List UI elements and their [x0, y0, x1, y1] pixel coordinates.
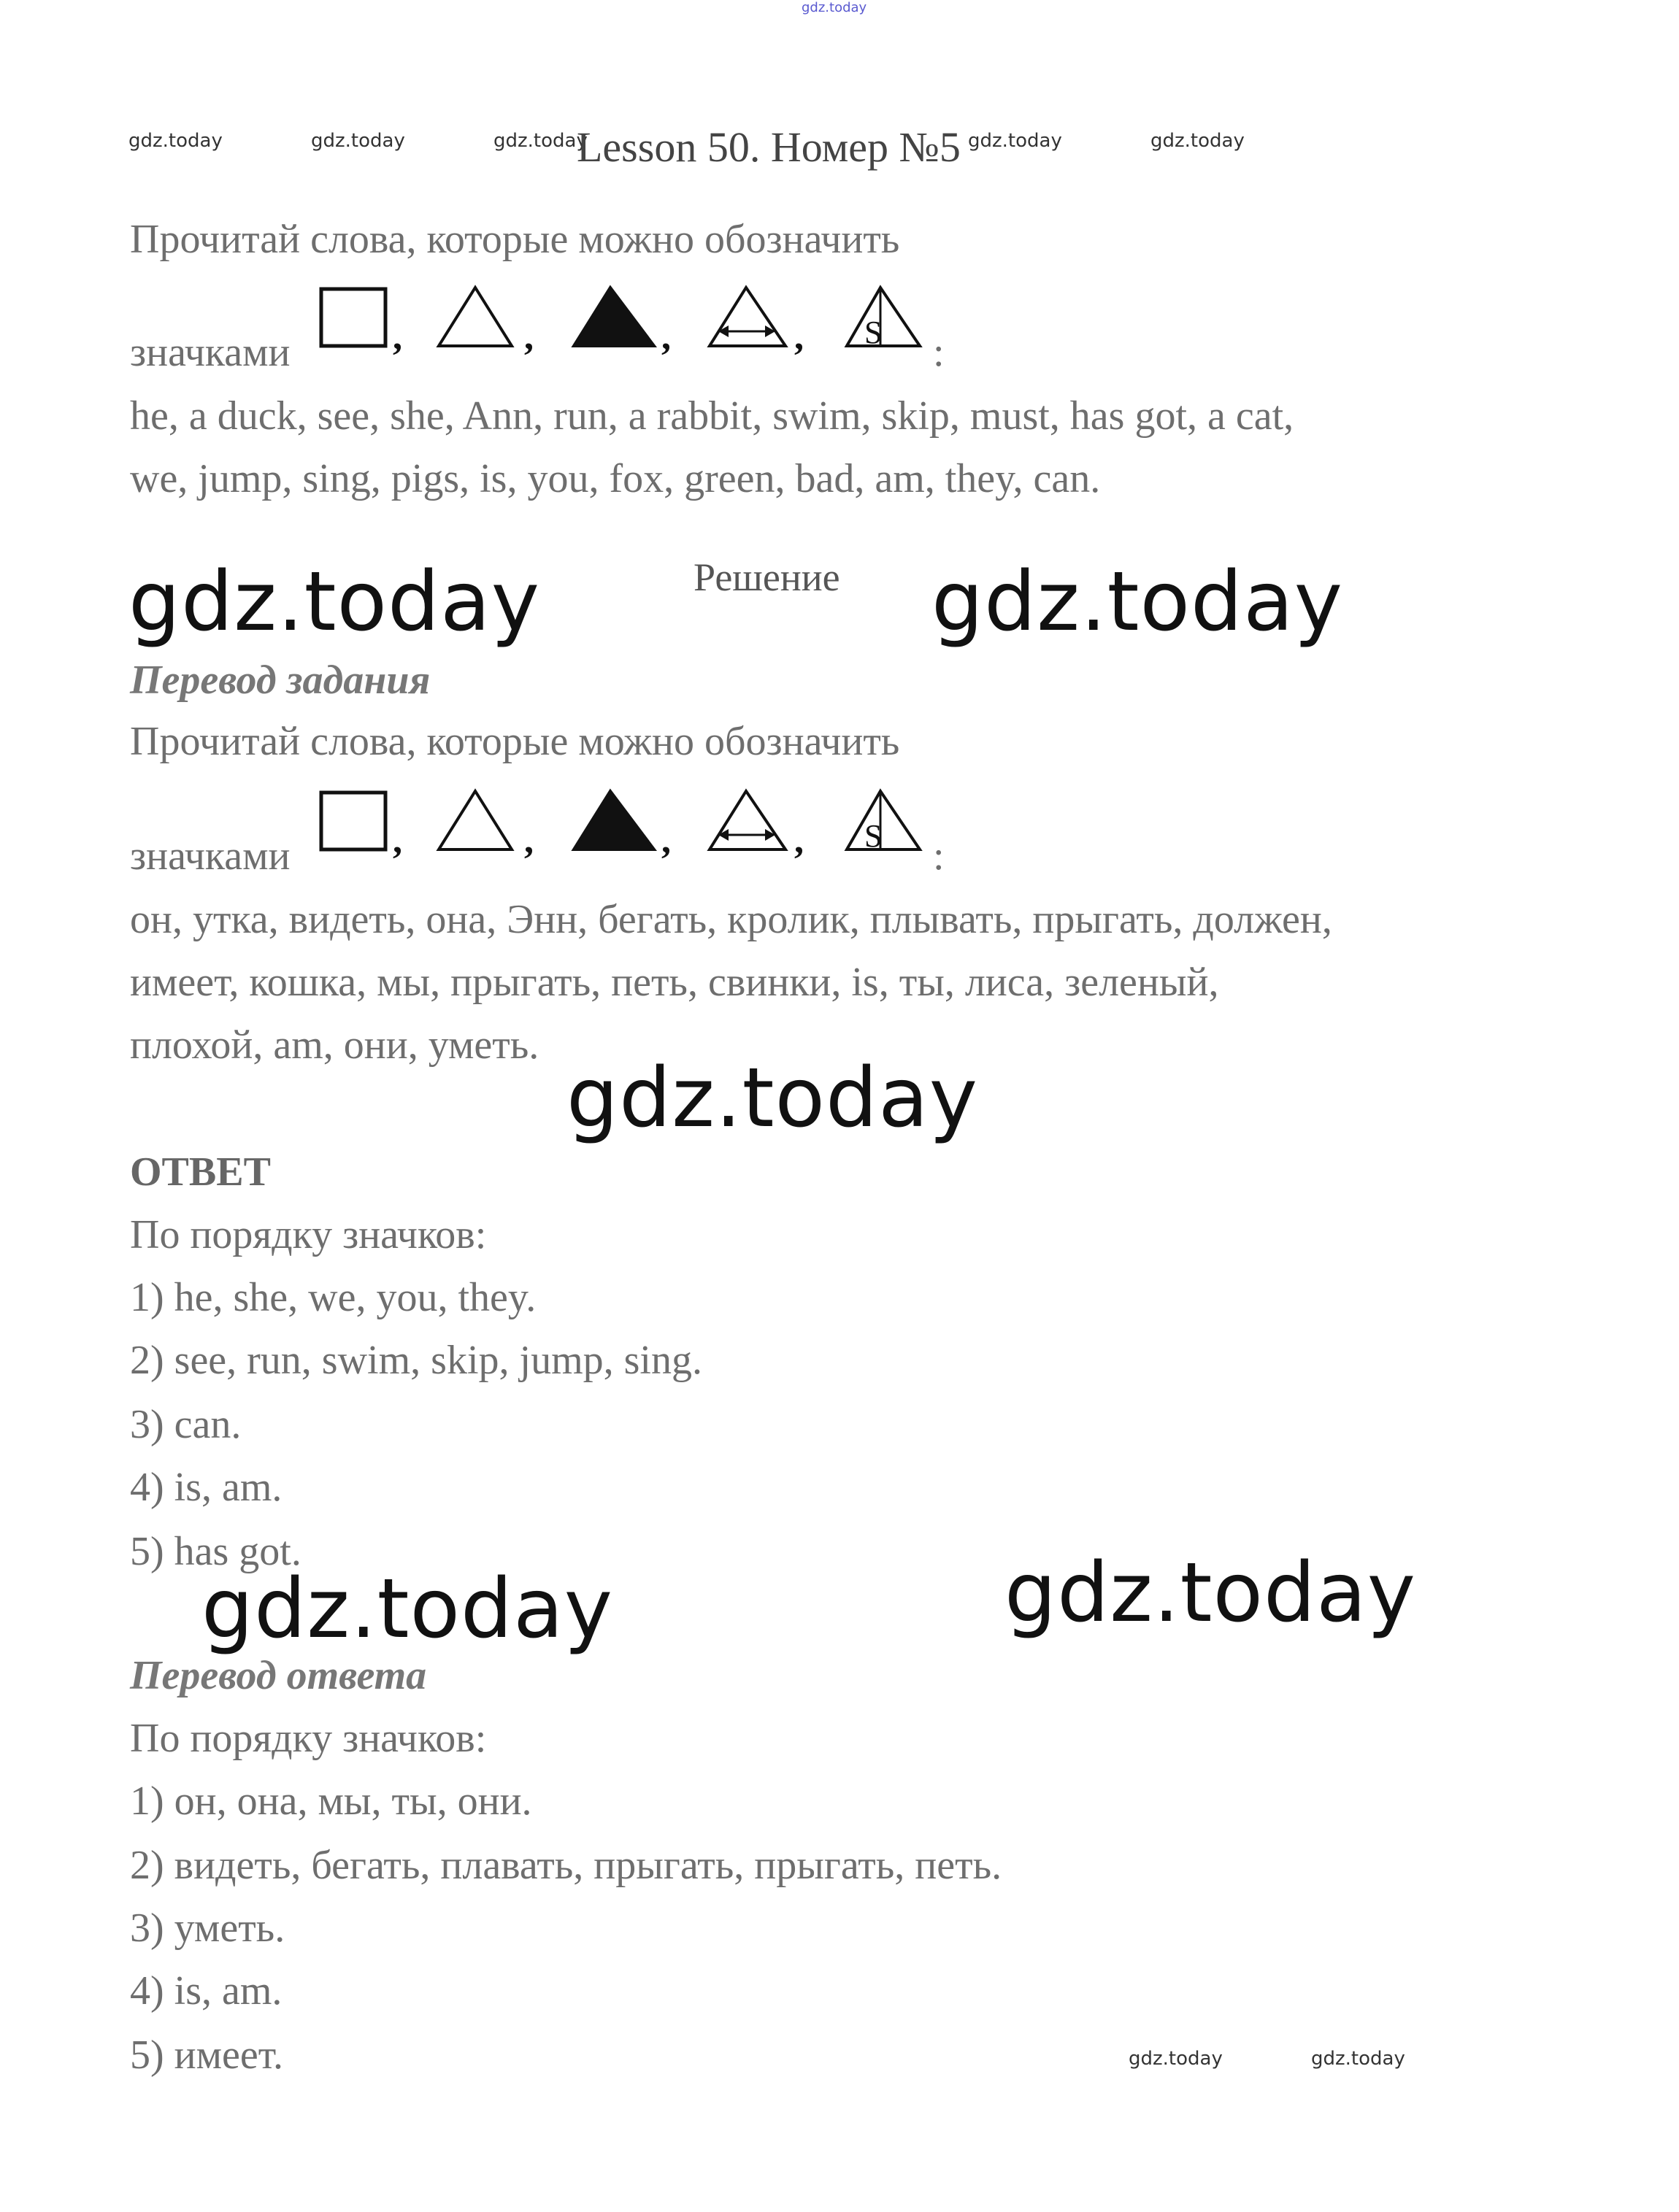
watermark-top: gdz.today — [802, 0, 867, 15]
icon-row — [318, 785, 961, 866]
answer-item: 3) can. — [130, 1402, 242, 1447]
task-line2-suffix: : — [933, 330, 945, 375]
triangle-s-icon — [847, 288, 920, 350]
triangle-arrow-icon — [710, 791, 804, 861]
translation-line1: Прочитай слова, которые можно обозначить — [130, 719, 900, 764]
svg-text:,: , — [661, 820, 671, 861]
task-words-line2: we, jump, sing, pigs, is, you, fox, green, bad, am, they, can. — [130, 456, 1101, 501]
translation-line2-suffix: : — [933, 833, 945, 879]
icon-row — [318, 282, 961, 362]
watermark-big: gdz.today — [201, 1562, 614, 1657]
svg-text:,: , — [661, 316, 671, 358]
square-icon — [321, 793, 402, 861]
answer-translation-intro: По порядку значков: — [130, 1716, 487, 1761]
answer-item: 2) see, run, swim, skip, jump, sing. — [130, 1338, 702, 1383]
page-title: Lesson 50. Номер №5 — [577, 123, 961, 171]
translation-words-line2: имеет, кошка, мы, прыгать, петь, свинки, is, ты, лиса, зеленый, — [130, 960, 1219, 1005]
answer-item: 5) has got. — [130, 1529, 301, 1574]
answer-item: 1) he, she, we, you, they. — [130, 1275, 537, 1320]
answer-translation-heading: Перевод ответа — [130, 1653, 427, 1698]
triangle-filled-icon — [574, 288, 671, 358]
watermark-small: gdz.today — [128, 130, 223, 152]
svg-text:,: , — [393, 820, 402, 861]
translation-words-line3: плохой, am, они, уметь. — [130, 1022, 539, 1068]
answer-translation-item: 4) is, am. — [130, 1968, 283, 2013]
square-icon — [321, 289, 402, 358]
svg-text:,: , — [524, 316, 534, 358]
task-line2-prefix: значками — [130, 330, 291, 375]
solution-label: Решение — [694, 555, 840, 599]
translation-words-line1: он, утка, видеть, она, Энн, бегать, кролик, плывать, прыгать, должен, — [130, 897, 1332, 942]
watermark-big: gdz.today — [931, 555, 1344, 650]
watermark-small: gdz.today — [1150, 130, 1245, 152]
watermark-big: gdz.today — [1004, 1546, 1417, 1641]
watermark-big: gdz.today — [566, 1051, 979, 1146]
answer-translation-item: 1) он, она, мы, ты, они. — [130, 1779, 532, 1824]
answer-intro: По порядку значков: — [130, 1212, 487, 1257]
translation-heading: Перевод задания — [130, 658, 431, 703]
triangle-filled-icon — [574, 791, 671, 861]
answer-heading: ОТВЕТ — [130, 1149, 271, 1195]
watermark-small: gdz.today — [493, 130, 588, 152]
watermark-small: gdz.today — [968, 130, 1062, 152]
task-line1: Прочитай слова, которые можно обозначить — [130, 217, 900, 262]
svg-text:,: , — [393, 316, 402, 358]
svg-text:S: S — [864, 315, 883, 350]
answer-translation-item: 5) имеет. — [130, 2032, 284, 2078]
triangle-s-icon — [847, 791, 920, 854]
answer-translation-item: 3) уметь. — [130, 1905, 285, 1951]
task-words-line1: he, a duck, see, she, Ann, run, a rabbit, swim, skip, must, has got, a cat, — [130, 393, 1294, 439]
answer-translation-item: 2) видеть, бегать, плавать, прыгать, прыгать, петь. — [130, 1843, 1002, 1888]
translation-line2-prefix: значками — [130, 833, 291, 879]
svg-text:,: , — [794, 820, 804, 861]
triangle-outline-icon — [439, 288, 534, 358]
svg-text:S: S — [864, 818, 883, 854]
watermark-small: gdz.today — [311, 130, 405, 152]
triangle-outline-icon — [439, 791, 534, 861]
watermark-small: gdz.today — [1311, 2048, 1405, 2070]
watermark-small: gdz.today — [1129, 2048, 1223, 2070]
svg-text:,: , — [794, 316, 804, 358]
answer-item: 4) is, am. — [130, 1465, 283, 1510]
watermark-big: gdz.today — [128, 555, 541, 650]
triangle-arrow-icon — [710, 288, 804, 358]
svg-text:,: , — [524, 820, 534, 861]
